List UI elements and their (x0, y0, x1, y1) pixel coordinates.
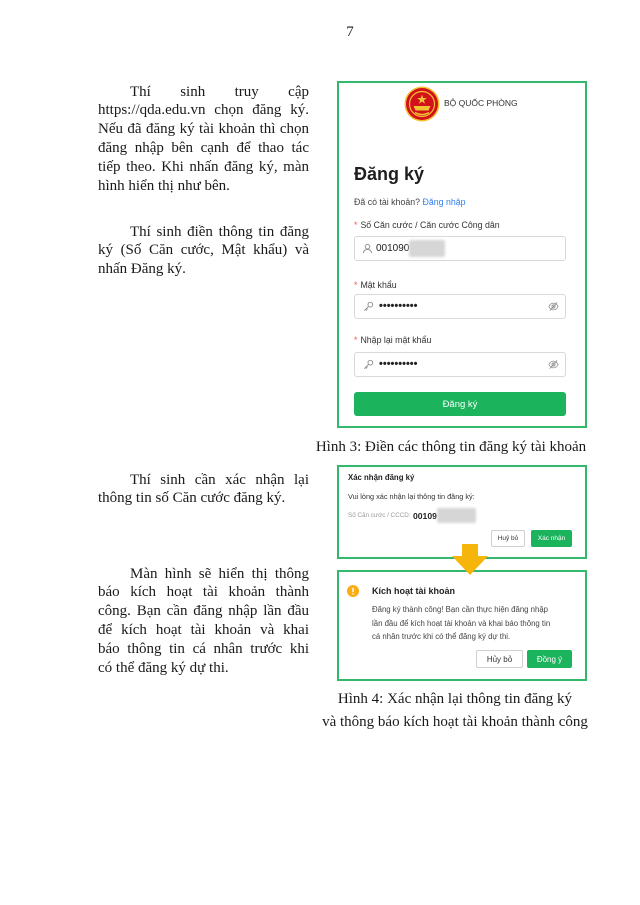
paragraph-line: https://qda.edu.vn chọn đăng ký. (98, 102, 309, 119)
eye-slash-icon[interactable] (548, 359, 559, 370)
confirm-password-input[interactable] (354, 352, 566, 377)
paragraph-line: nhấn Đăng ký. (98, 261, 186, 278)
cancel-button[interactable]: Huỷ bỏ (491, 530, 525, 547)
activation-dialog-message (372, 603, 550, 644)
redacted-blur (437, 508, 476, 523)
required-mark: * (354, 280, 358, 290)
id-input[interactable] (354, 236, 566, 261)
have-account-text: Đã có tài khoản? (354, 197, 421, 207)
paragraph-access-site (98, 83, 309, 196)
key-icon (363, 359, 374, 370)
paragraph-line: Thí sinh cần xác nhận lại (130, 471, 309, 488)
paragraph-line: có thể đăng ký dự thi. (98, 659, 229, 676)
paragraph-line: tiếp theo. Khi nhấn đăng ký, màn (98, 158, 309, 175)
confirm-password-label-text: Nhập lại mật khẩu (360, 335, 432, 345)
paragraph-line: Nếu đã đăng ký tài khoản thì chọn (98, 121, 309, 138)
cancel-button[interactable]: Hủy bỏ (476, 650, 523, 668)
warning-icon (347, 585, 359, 597)
paragraph-line: hình hiển thị như bên. (98, 177, 230, 194)
paragraph-line: Thí sinh truy cập (130, 83, 309, 100)
paragraph-line: công. Bạn cần đăng nhập lần đầu (98, 603, 309, 620)
password-input[interactable] (354, 294, 566, 319)
password-input-value: •••••••••• (379, 300, 418, 312)
required-mark: * (354, 335, 358, 345)
ministry-emblem-logo (404, 86, 440, 122)
figure-4-caption-line2: và thông báo kích hoạt tài khoản thành công (322, 714, 588, 730)
confirm-button[interactable]: Xác nhận (531, 530, 572, 547)
register-button[interactable]: Đăng ký (354, 392, 566, 416)
figure-3-caption: Hình 3: Điền các thông tin đăng ký tài khoản (315, 439, 587, 455)
page-number: 7 (346, 24, 354, 40)
redacted-blur (409, 240, 445, 257)
activation-dialog-screenshot (337, 570, 587, 681)
message-line: cá nhân trước khi có thể đăng ký dự thi. (372, 632, 511, 641)
confirm-password-label (354, 334, 431, 346)
user-icon (362, 243, 373, 254)
message-line: Đăng ký thành công! Bạn cần thực hiện đăng nhập (372, 605, 549, 614)
down-arrow-icon (452, 544, 488, 575)
confirm-password-input-value: •••••••••• (379, 358, 418, 370)
paragraph-line: báo thông tin cá nhân trước khi (98, 640, 309, 657)
paragraph-confirm-id (98, 471, 309, 509)
paragraph-line: đăng nhập bên cạnh để thao tác (98, 139, 309, 156)
confirm-dialog-title: Xác nhận đăng ký (348, 473, 415, 482)
paragraph-fill-info (98, 223, 309, 279)
confirm-dialog-message: Vui lòng xác nhận lại thông tin đăng ký: (348, 492, 475, 501)
id-label (354, 219, 500, 231)
eye-slash-icon[interactable] (548, 301, 559, 312)
paragraph-line: Màn hình sẽ hiển thị thông (130, 565, 309, 582)
register-title: Đăng ký (354, 164, 425, 184)
paragraph-line: báo kích hoạt tài khoản thành (98, 584, 309, 601)
paragraph-line: để kích hoạt tài khoản và khai (98, 621, 309, 638)
password-label (354, 279, 397, 291)
login-prompt (354, 196, 466, 208)
register-screenshot (337, 81, 587, 428)
paragraph-line: ký (Số Căn cước, Mật khẩu) và (98, 242, 309, 259)
key-icon (363, 301, 374, 312)
password-label-text: Mật khẩu (360, 280, 397, 290)
login-link[interactable]: Đăng nhập (422, 197, 466, 207)
paragraph-line: thông tin số Căn cước đăng ký. (98, 490, 286, 507)
org-name: BỘ QUỐC PHÒNG (444, 98, 518, 108)
figure-4-caption-line1: Hình 4: Xác nhận lại thông tin đăng ký (337, 691, 573, 707)
confirm-id-value: 00109 (413, 511, 437, 521)
required-mark: * (354, 220, 358, 230)
activation-dialog-title: Kích hoạt tài khoản (372, 586, 456, 596)
paragraph-activation (98, 565, 309, 678)
confirm-id-label: Số Căn cước / CCCD: (348, 512, 411, 519)
paragraph-line: Thí sinh điền thông tin đăng (130, 223, 309, 240)
id-label-text: Số Căn cước / Căn cước Công dân (360, 220, 500, 230)
id-input-value: 001090 (376, 243, 410, 254)
message-line: lần đầu để kích hoạt tài khoản và khai báo thông tin (372, 618, 551, 628)
ok-button[interactable]: Đồng ý (527, 650, 572, 668)
